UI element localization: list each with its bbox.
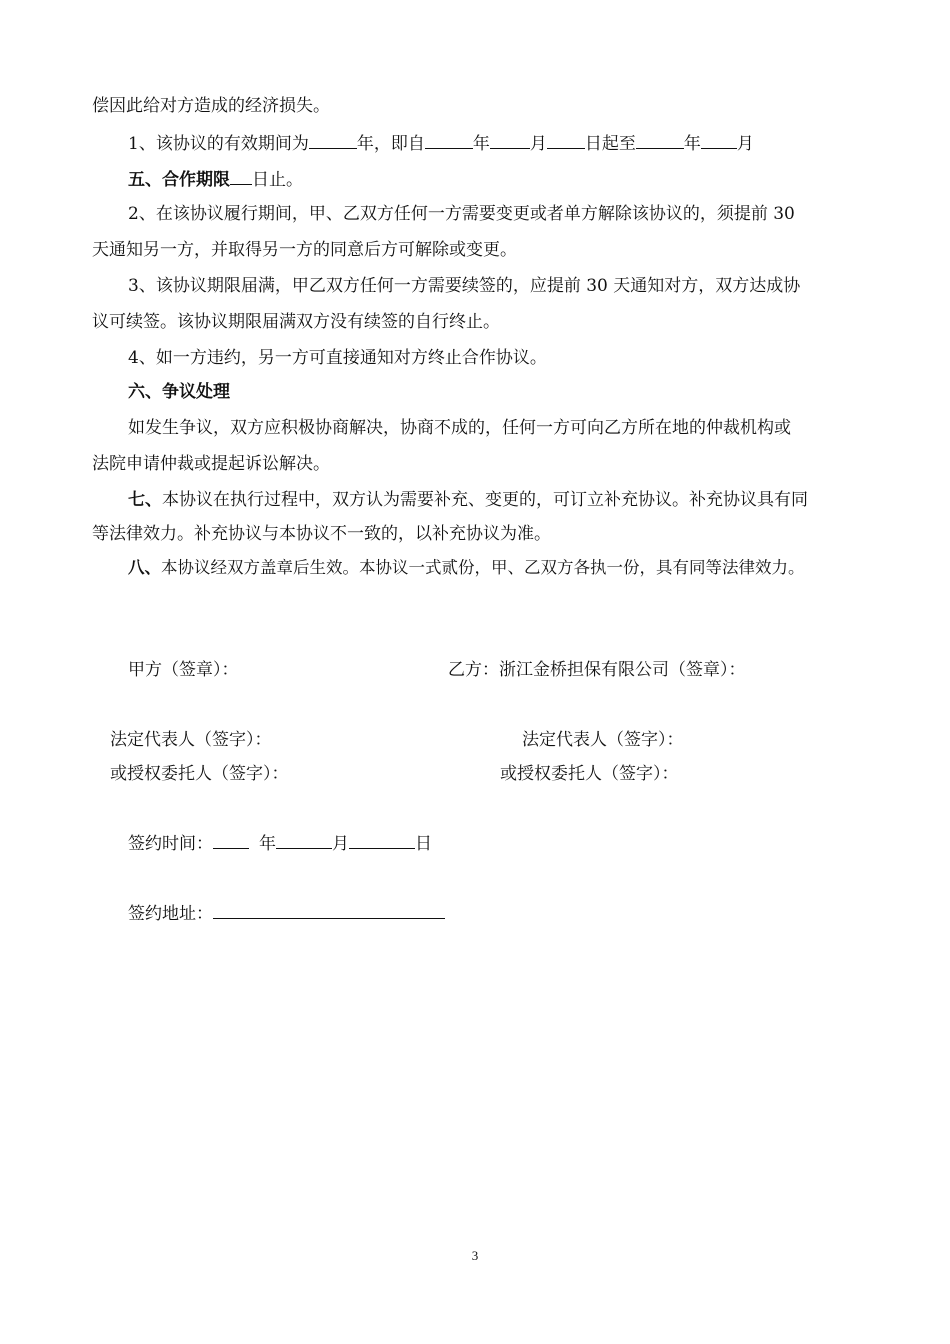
text: 1、该协议的有效期间为 bbox=[128, 134, 309, 154]
text: 4、如一方违约，另一方可直接通知对方终止合作协议。 bbox=[128, 348, 547, 368]
section-heading bbox=[128, 380, 230, 404]
text: 如发生争议，双方应积极协商解决，协商不成的，任何一方可向乙方所在地的仲裁机构或 bbox=[128, 418, 791, 438]
text: 月 bbox=[332, 834, 349, 854]
page-number: 3 bbox=[471, 1248, 479, 1263]
text-line bbox=[128, 488, 808, 512]
fill-blank bbox=[547, 130, 585, 149]
text: 2、在该协议履行期间，甲、乙双方任何一方需要变更或者单方解除该协议的，须提前 30 bbox=[128, 204, 795, 224]
fill-blank bbox=[701, 130, 737, 149]
text: 月 bbox=[736, 134, 754, 154]
legal-rep-a bbox=[110, 728, 272, 752]
text: 年 bbox=[472, 134, 490, 154]
fill-blank bbox=[213, 830, 249, 849]
agent-b bbox=[500, 762, 679, 786]
text-line bbox=[92, 452, 330, 476]
text-line bbox=[92, 94, 330, 118]
text: 六、争议处理 bbox=[128, 382, 230, 402]
fill-blank bbox=[276, 830, 332, 849]
text: 天通知另一方，并取得另一方的同意后方可解除或变更。 bbox=[92, 240, 517, 260]
text-line bbox=[128, 556, 805, 580]
text-line bbox=[128, 274, 800, 298]
fill-blank bbox=[636, 130, 684, 149]
section-number: 七、 bbox=[128, 490, 162, 510]
text: 或授权委托人（签字）： bbox=[500, 764, 679, 784]
section-5-line bbox=[128, 166, 303, 192]
legal-rep-b bbox=[522, 728, 684, 752]
text: 年，即自 bbox=[356, 134, 425, 154]
text-line bbox=[92, 310, 500, 334]
section-heading: 五、合作期限 bbox=[128, 170, 230, 190]
text: 偿因此给对方造成的经济损失。 bbox=[92, 96, 330, 116]
validity-line bbox=[128, 130, 754, 156]
text: 法定代表人（签字）： bbox=[110, 730, 272, 750]
text: 签约时间： bbox=[128, 834, 213, 854]
text: 议可续签。该协议期限届满双方没有续签的自行终止。 bbox=[92, 312, 500, 332]
text: 3、该协议期限届满，甲乙双方任何一方需要续签的，应提前 30 天通知对方，双方达成协 bbox=[128, 276, 801, 296]
signing-address bbox=[128, 900, 445, 926]
text-line bbox=[92, 238, 517, 262]
fill-blank bbox=[349, 830, 415, 849]
party-b-sign bbox=[448, 658, 746, 682]
text: 年 bbox=[259, 834, 276, 854]
text: 日 bbox=[415, 834, 432, 854]
text: 月 bbox=[529, 134, 547, 154]
text-line bbox=[128, 202, 795, 226]
text-line bbox=[128, 346, 547, 370]
text: 本协议在执行过程中，双方认为需要补充、变更的，可订立补充协议。补充协议具有同 bbox=[162, 490, 808, 510]
text: 本协议经双方盖章后生效。本协议一式贰份，甲、乙双方各执一份，具有同等法律效力。 bbox=[161, 558, 805, 577]
text: 法院申请仲裁或提起诉讼解决。 bbox=[92, 454, 330, 474]
text: 日止。 bbox=[252, 170, 303, 190]
signing-date bbox=[128, 830, 432, 856]
text-line bbox=[128, 416, 791, 440]
text: 乙方：浙江金桥担保有限公司（签章）： bbox=[448, 660, 746, 680]
fill-blank bbox=[425, 130, 473, 149]
text: 甲方（签章）： bbox=[128, 660, 239, 680]
party-a-sign bbox=[128, 658, 239, 682]
text: 签约地址： bbox=[128, 904, 213, 924]
text-line bbox=[92, 522, 551, 546]
text: 日起至 bbox=[584, 134, 636, 154]
fill-blank bbox=[490, 130, 530, 149]
fill-blank bbox=[230, 166, 252, 185]
fill-blank bbox=[309, 130, 357, 149]
text: 或授权委托人（签字）： bbox=[110, 764, 289, 784]
agent-a bbox=[110, 762, 289, 786]
text: 法定代表人（签字）： bbox=[522, 730, 684, 750]
text: 年 bbox=[683, 134, 701, 154]
fill-blank bbox=[213, 900, 445, 919]
text: 等法律效力。补充协议与本协议不一致的，以补充协议为准。 bbox=[92, 524, 551, 544]
section-number: 八、 bbox=[128, 558, 161, 577]
